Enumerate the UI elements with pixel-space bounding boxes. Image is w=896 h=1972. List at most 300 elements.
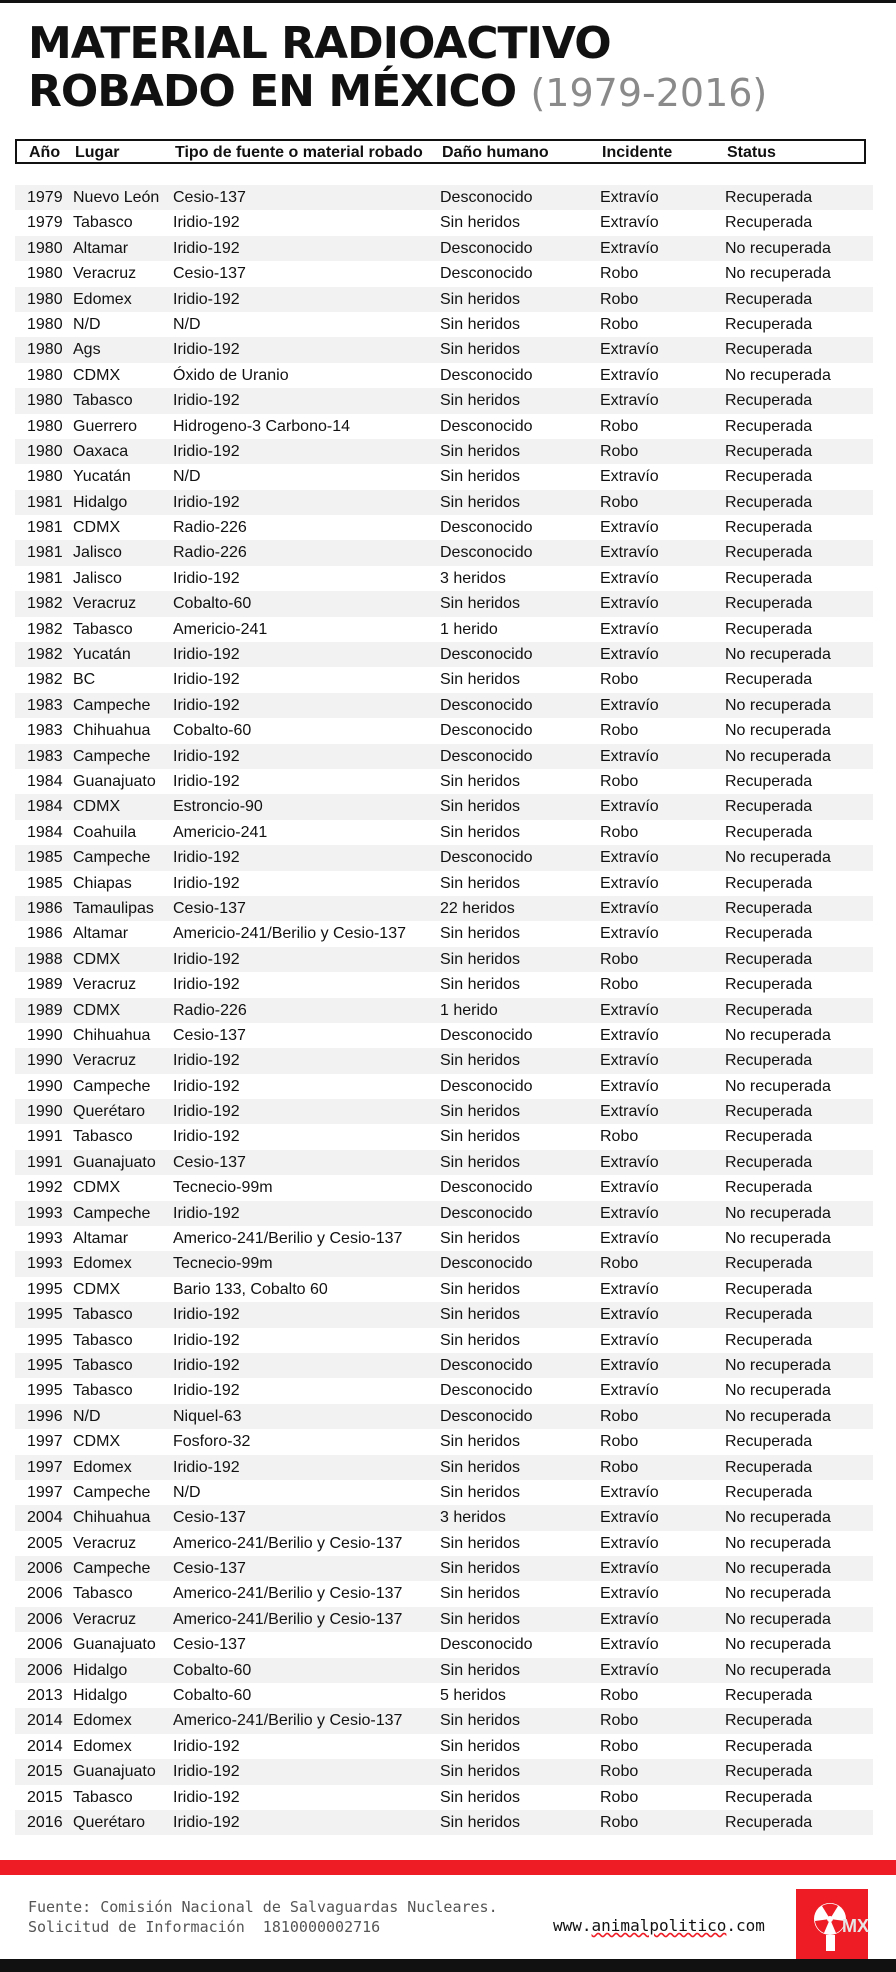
table-row xyxy=(15,1581,873,1606)
row-incident: Robo xyxy=(600,1128,639,1146)
row-incident: Extravío xyxy=(600,874,659,892)
row-status: No recuperada xyxy=(725,1026,831,1044)
row-incident: Robo xyxy=(600,315,639,333)
row-status: Recuperada xyxy=(725,1153,813,1171)
bottom-rule xyxy=(0,1959,896,1972)
row-status: Recuperada xyxy=(725,620,813,638)
row-material: N/D xyxy=(173,468,201,486)
row-damage: Sin heridos xyxy=(440,1433,521,1451)
row-year: 1993 xyxy=(27,1204,63,1222)
row-damage: Sin heridos xyxy=(440,290,521,308)
row-damage: Desconocido xyxy=(440,1179,533,1197)
row-year: 1997 xyxy=(27,1458,63,1476)
row-material: Iridio-192 xyxy=(173,950,240,968)
row-status: Recuperada xyxy=(725,899,813,917)
table-row xyxy=(15,1353,873,1378)
table-row xyxy=(15,210,873,235)
row-material: Iridio-192 xyxy=(173,1052,240,1070)
table-row xyxy=(15,490,873,515)
row-year: 1981 xyxy=(27,519,63,537)
row-status: Recuperada xyxy=(725,1788,813,1806)
row-incident: Extravío xyxy=(600,1306,659,1324)
table-row xyxy=(15,617,873,642)
row-status: Recuperada xyxy=(725,1052,813,1070)
row-place: Edomex xyxy=(73,1255,132,1273)
row-incident: Extravío xyxy=(600,747,659,765)
row-damage: Desconocido xyxy=(440,849,533,867)
row-year: 1995 xyxy=(27,1382,63,1400)
table-row xyxy=(15,998,873,1023)
row-incident: Extravío xyxy=(600,1052,659,1070)
row-material: Iridio-192 xyxy=(173,1128,240,1146)
row-year: 1992 xyxy=(27,1179,63,1197)
row-damage: Sin heridos xyxy=(440,1661,521,1679)
row-incident: Extravío xyxy=(600,1585,659,1603)
row-status: Recuperada xyxy=(725,1103,813,1121)
row-year: 1993 xyxy=(27,1255,63,1273)
row-place: Veracruz xyxy=(73,1610,137,1628)
row-material: Americo-241/Berilio y Cesio-137 xyxy=(173,1585,403,1603)
row-year: 1985 xyxy=(27,874,63,892)
row-damage: Desconocido xyxy=(440,696,533,714)
row-year: 1980 xyxy=(27,442,63,460)
row-status: No recuperada xyxy=(725,1077,831,1095)
row-year: 2013 xyxy=(27,1687,63,1705)
row-material: Iridio-192 xyxy=(173,239,240,257)
row-place: Veracruz xyxy=(73,1534,137,1552)
table-row xyxy=(15,1505,873,1530)
row-incident: Extravío xyxy=(600,1331,659,1349)
row-year: 2006 xyxy=(27,1661,63,1679)
row-material: Cesio-137 xyxy=(173,265,246,283)
row-year: 1980 xyxy=(27,417,63,435)
row-damage: Sin heridos xyxy=(440,950,521,968)
row-material: Iridio-192 xyxy=(173,976,240,994)
row-status: Recuperada xyxy=(725,823,813,841)
row-status: No recuperada xyxy=(725,1230,831,1248)
row-damage: Sin heridos xyxy=(440,468,521,486)
row-damage: Sin heridos xyxy=(440,1814,521,1831)
row-incident: Robo xyxy=(600,493,639,511)
row-place: CDMX xyxy=(73,1001,121,1019)
row-place: Tabasco xyxy=(73,214,133,232)
row-material: Iridio-192 xyxy=(173,1103,240,1121)
row-status: No recuperada xyxy=(725,1661,831,1679)
row-damage: Sin heridos xyxy=(440,1458,521,1476)
row-damage: Desconocido xyxy=(440,1204,533,1222)
row-place: Querétaro xyxy=(73,1814,146,1831)
row-damage: Sin heridos xyxy=(440,595,521,613)
row-year: 1982 xyxy=(27,620,63,638)
page-title xyxy=(28,20,767,117)
title-line-2: ROBADO EN MÉXICO xyxy=(28,66,517,117)
row-year: 1991 xyxy=(27,1128,63,1146)
table-row xyxy=(15,414,873,439)
row-year: 1980 xyxy=(27,239,63,257)
row-place: Ags xyxy=(73,341,101,359)
row-material: Cesio-137 xyxy=(173,189,246,206)
row-year: 1983 xyxy=(27,696,63,714)
row-status: Recuperada xyxy=(725,1483,813,1501)
row-place: Hidalgo xyxy=(73,493,128,511)
row-material: Niquel-63 xyxy=(173,1407,242,1425)
row-status: No recuperada xyxy=(725,696,831,714)
table-row xyxy=(15,363,873,388)
row-material: Iridio-192 xyxy=(173,1737,240,1755)
table-row xyxy=(15,1531,873,1556)
row-place: CDMX xyxy=(73,1433,121,1451)
row-material: Iridio-192 xyxy=(173,772,240,790)
source-line-1: Fuente: Comisión Nacional de Salvaguardas Nucleares. xyxy=(28,1898,498,1916)
row-place: Campeche xyxy=(73,747,151,765)
table-row xyxy=(15,236,873,261)
row-place: Guanajuato xyxy=(73,1636,156,1654)
row-material: Radio-226 xyxy=(173,544,247,562)
row-damage: Sin heridos xyxy=(440,798,521,816)
table-row xyxy=(15,1632,873,1657)
row-damage: 1 herido xyxy=(440,620,498,638)
table-row xyxy=(15,1607,873,1632)
row-place: Guanajuato xyxy=(73,772,156,790)
row-year: 1980 xyxy=(27,392,63,410)
row-incident: Extravío xyxy=(600,849,659,867)
row-incident: Extravío xyxy=(600,189,659,206)
row-year: 1980 xyxy=(27,468,63,486)
row-incident: Extravío xyxy=(600,899,659,917)
table-row xyxy=(15,1708,873,1733)
row-year: 1991 xyxy=(27,1153,63,1171)
row-year: 1995 xyxy=(27,1306,63,1324)
row-status: Recuperada xyxy=(725,1179,813,1197)
row-incident: Robo xyxy=(600,1433,639,1451)
row-incident: Extravío xyxy=(600,341,659,359)
row-incident: Extravío xyxy=(600,1280,659,1298)
row-incident: Extravío xyxy=(600,925,659,943)
row-incident: Robo xyxy=(600,1814,639,1831)
row-incident: Robo xyxy=(600,1763,639,1781)
row-status: Recuperada xyxy=(725,1458,813,1476)
row-year: 2005 xyxy=(27,1534,63,1552)
table-row xyxy=(15,1658,873,1683)
row-incident: Extravío xyxy=(600,798,659,816)
row-place: Veracruz xyxy=(73,1052,137,1070)
row-incident: Extravío xyxy=(600,214,659,232)
table-row xyxy=(15,769,873,794)
table-row xyxy=(15,566,873,591)
table-row xyxy=(15,693,873,718)
row-material: Tecnecio-99m xyxy=(173,1255,273,1273)
row-status: No recuperada xyxy=(725,1585,831,1603)
row-year: 1981 xyxy=(27,569,63,587)
row-material: Americio-241/Berilio y Cesio-137 xyxy=(173,925,406,943)
row-incident: Extravío xyxy=(600,1204,659,1222)
table-row xyxy=(15,718,873,743)
row-place: Querétaro xyxy=(73,1103,146,1121)
row-place: Yucatán xyxy=(73,468,131,486)
row-damage: Sin heridos xyxy=(440,1128,521,1146)
row-status: Recuperada xyxy=(725,1687,813,1705)
row-place: Campeche xyxy=(73,1077,151,1095)
logo-mx: MX xyxy=(842,1916,869,1936)
row-place: Guanajuato xyxy=(73,1763,156,1781)
row-year: 1980 xyxy=(27,315,63,333)
table-row xyxy=(15,1785,873,1810)
row-status: No recuperada xyxy=(725,366,831,384)
row-damage: Sin heridos xyxy=(440,1610,521,1628)
row-incident: Robo xyxy=(600,290,639,308)
table-row xyxy=(15,261,873,286)
row-incident: Robo xyxy=(600,417,639,435)
row-place: Altamar xyxy=(73,925,129,943)
row-year: 1982 xyxy=(27,646,63,664)
row-place: N/D xyxy=(73,315,101,333)
row-year: 1997 xyxy=(27,1433,63,1451)
source-note xyxy=(28,1897,498,1937)
row-place: CDMX xyxy=(73,519,121,537)
row-year: 2014 xyxy=(27,1737,63,1755)
row-status: No recuperada xyxy=(725,265,831,283)
row-year: 1986 xyxy=(27,925,63,943)
header-year: Año xyxy=(29,144,61,161)
row-year: 1980 xyxy=(27,366,63,384)
row-material: Iridio-192 xyxy=(173,1331,240,1349)
row-status: No recuperada xyxy=(725,1560,831,1578)
row-damage: Desconocido xyxy=(440,1026,533,1044)
row-damage: Sin heridos xyxy=(440,925,521,943)
row-material: Cesio-137 xyxy=(173,1509,246,1527)
row-status: Recuperada xyxy=(725,1331,813,1349)
row-incident: Robo xyxy=(600,1712,639,1730)
row-status: Recuperada xyxy=(725,290,813,308)
row-incident: Extravío xyxy=(600,544,659,562)
row-place: Campeche xyxy=(73,849,151,867)
row-year: 1982 xyxy=(27,595,63,613)
table-row xyxy=(15,312,873,337)
row-material: Iridio-192 xyxy=(173,747,240,765)
row-year: 1990 xyxy=(27,1103,63,1121)
table-row xyxy=(15,1759,873,1784)
row-status: Recuperada xyxy=(725,874,813,892)
row-status: No recuperada xyxy=(725,722,831,740)
row-status: Recuperada xyxy=(725,1763,813,1781)
row-status: No recuperada xyxy=(725,239,831,257)
row-material: Fosforo-32 xyxy=(173,1433,251,1451)
row-incident: Extravío xyxy=(600,696,659,714)
table-row xyxy=(15,1429,873,1454)
row-damage: Desconocido xyxy=(440,519,533,537)
row-year: 1982 xyxy=(27,671,63,689)
row-damage: Sin heridos xyxy=(440,341,521,359)
row-material: Iridio-192 xyxy=(173,1306,240,1324)
table-row xyxy=(15,1328,873,1353)
row-place: Campeche xyxy=(73,1560,151,1578)
row-place: Hidalgo xyxy=(73,1687,128,1705)
row-incident: Robo xyxy=(600,1407,639,1425)
row-place: Nuevo León xyxy=(73,189,160,206)
row-incident: Extravío xyxy=(600,569,659,587)
row-place: Hidalgo xyxy=(73,1661,128,1679)
table-row xyxy=(15,185,873,210)
row-year: 2016 xyxy=(27,1814,63,1831)
row-year: 1984 xyxy=(27,823,63,841)
row-material: Americio-241 xyxy=(173,620,268,638)
row-damage: Sin heridos xyxy=(440,874,521,892)
row-place: Chihuahua xyxy=(73,722,151,740)
row-place: Edomex xyxy=(73,1712,132,1730)
row-status: No recuperada xyxy=(725,1509,831,1527)
table-row xyxy=(15,515,873,540)
row-material: Iridio-192 xyxy=(173,493,240,511)
row-material: Iridio-192 xyxy=(173,646,240,664)
title-years: (1979-2016) xyxy=(530,71,768,115)
table-row xyxy=(15,1226,873,1251)
row-year: 1986 xyxy=(27,899,63,917)
row-incident: Extravío xyxy=(600,1560,659,1578)
row-damage: Desconocido xyxy=(440,1636,533,1654)
table-row xyxy=(15,667,873,692)
row-status: Recuperada xyxy=(725,1737,813,1755)
row-damage: Desconocido xyxy=(440,722,533,740)
row-material: Iridio-192 xyxy=(173,1763,240,1781)
row-place: Veracruz xyxy=(73,265,137,283)
row-incident: Robo xyxy=(600,265,639,283)
row-damage: Sin heridos xyxy=(440,392,521,410)
row-place: Edomex xyxy=(73,1737,132,1755)
row-status: Recuperada xyxy=(725,976,813,994)
row-material: Cesio-137 xyxy=(173,899,246,917)
row-damage: Sin heridos xyxy=(440,1737,521,1755)
row-year: 2014 xyxy=(27,1712,63,1730)
row-place: Tabasco xyxy=(73,1356,133,1374)
row-incident: Extravío xyxy=(600,1356,659,1374)
row-incident: Extravío xyxy=(600,519,659,537)
row-incident: Extravío xyxy=(600,1382,659,1400)
row-incident: Extravío xyxy=(600,392,659,410)
table-row xyxy=(15,896,873,921)
row-material: Americo-241/Berilio y Cesio-137 xyxy=(173,1230,403,1248)
row-material: Iridio-192 xyxy=(173,671,240,689)
row-damage: 3 heridos xyxy=(440,569,506,587)
row-material: Iridio-192 xyxy=(173,1356,240,1374)
row-year: 1988 xyxy=(27,950,63,968)
row-status: Recuperada xyxy=(725,772,813,790)
row-material: Óxido de Uranio xyxy=(173,366,289,384)
header-damage: Daño humano xyxy=(442,144,549,161)
row-year: 1985 xyxy=(27,849,63,867)
row-incident: Extravío xyxy=(600,646,659,664)
row-place: Campeche xyxy=(73,1483,151,1501)
row-material: Hidrogeno-3 Carbono-14 xyxy=(173,417,350,435)
row-status: Recuperada xyxy=(725,1255,813,1273)
row-material: Cesio-137 xyxy=(173,1153,246,1171)
row-damage: Desconocido xyxy=(440,1255,533,1273)
source-line-2: Solicitud de Información 1810000002716 xyxy=(28,1918,381,1936)
row-incident: Extravío xyxy=(600,1509,659,1527)
site-url[interactable] xyxy=(553,1916,765,1935)
row-year: 1990 xyxy=(27,1052,63,1070)
table-row xyxy=(15,642,873,667)
table-row xyxy=(15,1810,873,1835)
row-status: Recuperada xyxy=(725,544,813,562)
row-place: Chiapas xyxy=(73,874,132,892)
row-year: 1981 xyxy=(27,544,63,562)
row-incident: Extravío xyxy=(600,468,659,486)
table-row xyxy=(15,1277,873,1302)
row-incident: Extravío xyxy=(600,1179,659,1197)
row-damage: Desconocido xyxy=(440,1407,533,1425)
row-incident: Extravío xyxy=(600,1230,659,1248)
row-incident: Robo xyxy=(600,1788,639,1806)
row-incident: Extravío xyxy=(600,1661,659,1679)
row-incident: Robo xyxy=(600,772,639,790)
row-place: CDMX xyxy=(73,366,121,384)
row-incident: Extravío xyxy=(600,239,659,257)
table-row xyxy=(15,439,873,464)
table-row xyxy=(15,1074,873,1099)
table-row xyxy=(15,1099,873,1124)
table-row xyxy=(15,820,873,845)
row-place: Tabasco xyxy=(73,1585,133,1603)
row-status: Recuperada xyxy=(725,493,813,511)
row-status: Recuperada xyxy=(725,392,813,410)
row-damage: 22 heridos xyxy=(440,899,515,917)
row-status: Recuperada xyxy=(725,1306,813,1324)
row-place: Tabasco xyxy=(73,1331,133,1349)
row-incident: Extravío xyxy=(600,1636,659,1654)
row-place: Campeche xyxy=(73,696,151,714)
row-year: 2004 xyxy=(27,1509,63,1527)
header-status: Status xyxy=(727,144,776,161)
row-material: N/D xyxy=(173,315,201,333)
table-header xyxy=(15,139,866,164)
row-status: Recuperada xyxy=(725,1128,813,1146)
row-place: BC xyxy=(73,671,96,689)
row-incident: Robo xyxy=(600,1458,639,1476)
row-material: Cesio-137 xyxy=(173,1636,246,1654)
row-place: Altamar xyxy=(73,239,129,257)
row-damage: Sin heridos xyxy=(440,1331,521,1349)
row-damage: Desconocido xyxy=(440,544,533,562)
row-year: 1984 xyxy=(27,772,63,790)
row-place: Yucatán xyxy=(73,646,131,664)
row-status: No recuperada xyxy=(725,1407,831,1425)
row-material: Cesio-137 xyxy=(173,1026,246,1044)
table-row xyxy=(15,871,873,896)
row-damage: Sin heridos xyxy=(440,214,521,232)
row-incident: Robo xyxy=(600,442,639,460)
row-place: Jalisco xyxy=(73,544,122,562)
row-material: Radio-226 xyxy=(173,519,247,537)
row-incident: Robo xyxy=(600,722,639,740)
row-damage: Desconocido xyxy=(440,239,533,257)
row-year: 1996 xyxy=(27,1407,63,1425)
row-incident: Robo xyxy=(600,976,639,994)
table-row xyxy=(15,1455,873,1480)
table-row xyxy=(15,794,873,819)
row-incident: Robo xyxy=(600,823,639,841)
row-place: CDMX xyxy=(73,1179,121,1197)
row-incident: Extravío xyxy=(600,1534,659,1552)
row-damage: Desconocido xyxy=(440,747,533,765)
top-rule xyxy=(0,0,896,3)
table-row xyxy=(15,1302,873,1327)
row-damage: Sin heridos xyxy=(440,1230,521,1248)
row-material: Estroncio-90 xyxy=(173,798,263,816)
header-incident: Incidente xyxy=(602,144,673,161)
row-material: Americo-241/Berilio y Cesio-137 xyxy=(173,1534,403,1552)
row-status: Recuperada xyxy=(725,925,813,943)
row-damage: Sin heridos xyxy=(440,823,521,841)
